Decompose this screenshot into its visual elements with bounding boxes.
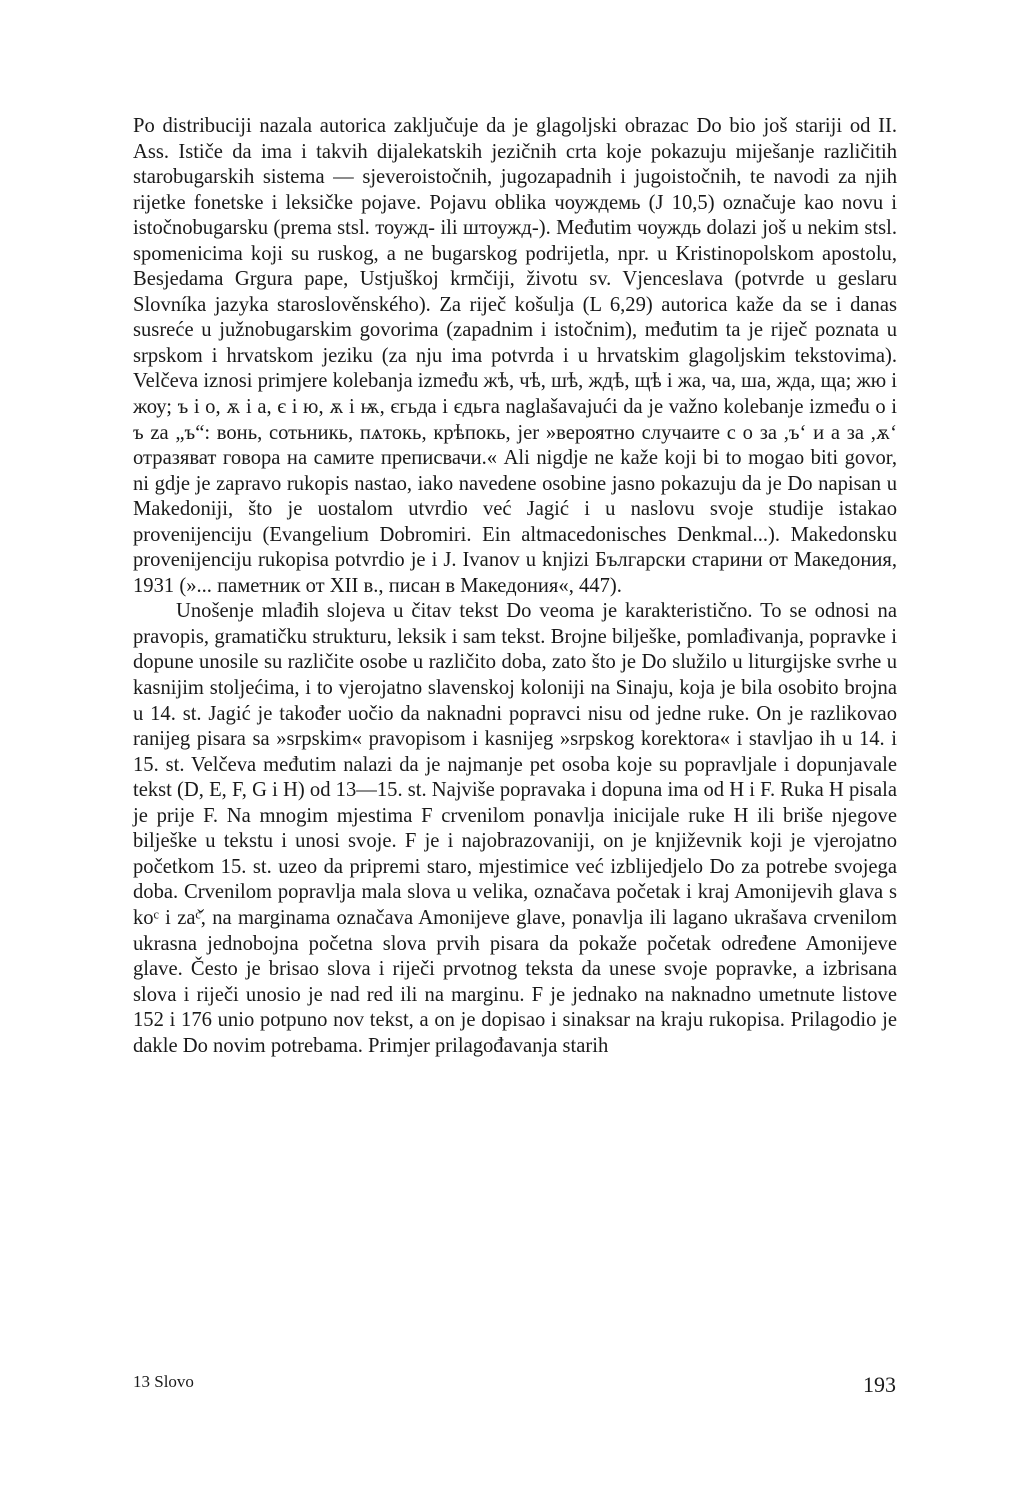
paragraph-2: Unošenje mlađih slojeva u čitav tekst Do veoma je karakteristično. To se odnosi na pravopis, gramatičku strukturu, leksik i sam tekst. Brojne bilješke, pomlađivanja, popravke i dopune unosile su različite osobe u različito doba, zato što je Do služilo u liturgijske svrhe u kasnijim stoljećima, i to vjerojatno slavenskoj koloniji na Sinaju, koja je bila osobito brojna u 14. st. Jagić je također uočio da naknadni popravci nisu od jedne ruke. On je razlikovao ranijeg pisara sa »srpskim« pravopisom i kasnijeg »srpskog korektora« i stavljao ih u 14. i 15. st. Velčeva međutim nalazi da je najmanje pet osoba koje su popravljale i dopunjavale tekst (D, E, F, G i H) od 13—15. st. Najviše popravaka i dopuna ima od H i F. Ruka H pisala je prije F. Na mnogim mjestima F crvenilom ponavlja inicijale ruke H ili briše njegove bilješke u tekstu i unosi svoje. F je i najobrazovaniji, on je književnik koji je vjerojatno početkom 15. st. uzeo da pripremi staro, mjestimice već izblijedjelo Do za potrebe svojega doba. Crvenilom popravlja mala slova u velika, označava početak i kraj Amonijevih glava s koᶜ i zaᶜ̌, na marginama označava Amonijeve glave, ponavlja ili lagano ukrašava crvenilom ukrasna jednobojna početna slova prvih pisara da pokaže početak određene Amonijeve glave. Često je brisao slova i riječi prvotnog teksta da unese svoje popravke, a izbrisana slova i riječi unosio je nad red ili na marginu. F je jednako na naknadno umetnute listove 152 i 176 unio potpuno nov tekst, a on je dopisao i sinaksar na kraju rukopisa. Prilagodio je dakle Do novim potrebama. Primjer prilagođavanja starih — [133, 600, 897, 1057]
page-number: 193 — [863, 1372, 896, 1397]
paragraph-1: Po distribuciji nazala autorica zaključuje da je glagoljski obrazac Do bio još stariji od II. Ass. Ističe da ima i takvih dijalekatskih jezičnih crta koje pokazuju miješanje različitih starobugarskih sistema — sjeveroistočnih, jugozapadnih i jugoistočnih, te navodi za njih rijetke fonetske i leksičke pojave. Pojavu oblika чоуждемь (J 10,5) označuje kao novu i istočnobugarsku (prema stsl. тоужд- ili штоужд-). Međutim чоуждь dolazi još u nekim stsl. spomenicima koji su ruskog, a ne bugarskog podrijetla, npr. u Kristinopolskom apostolu, Besjedama Grgura pape, Ustjuškoj krmčiji, životu sv. Vjenceslava (potvrde u geslaru Slovníka jazyka staroslověnského). Za riječ košulja (L 6,29) autorica kaže da se i danas susreće u južnobugarskim govorima (zapadnim i istočnim), međutim ta je riječ poznata u srpskom i hrvatskom jeziku (za nju ima potvrda i u hrvatskim glagoljskim tekstovima). Velčeva iznosi primjere kolebanja između жѣ, чѣ, шѣ, ждѣ, щѣ i жа, ча, ша, жда, ща; жю i жоу; ъ i о, ѫ i а, є i ю, ѫ i ѭ, єгьда i єдьга naglašavajući da je važno kolebanje između о i ъ za „ъ“: вонь, сотьникь, пѧтокь, крѣпокь, jer »вероятно случаите с о за ,ъ‘ и а за ,ѫ‘ отразяват говора на самите преписвачи.« Ali nigdje ne kaže koji bi to mogao biti govor, ni gdje je zapravo rukopis nastao, iako navedene osobine jasno pokazuju da je Do napisan u Makedoniji, što je uostalom utvrdio već Jagić i u naslovu svoje studije istakao provenijenciju (Evangelium Dobromiri. Ein altmacedonisches Denkmal...). Makedonsku provenijenciju rukopisa potvrdio je i J. Ivanov u knjizi Български старини от Македония, 1931 (»... паметник от XII в., писан в Македония«, 447). — [133, 115, 897, 597]
printer-signature: 13 Slovo — [133, 1372, 194, 1391]
body-text — [133, 114, 897, 1059]
